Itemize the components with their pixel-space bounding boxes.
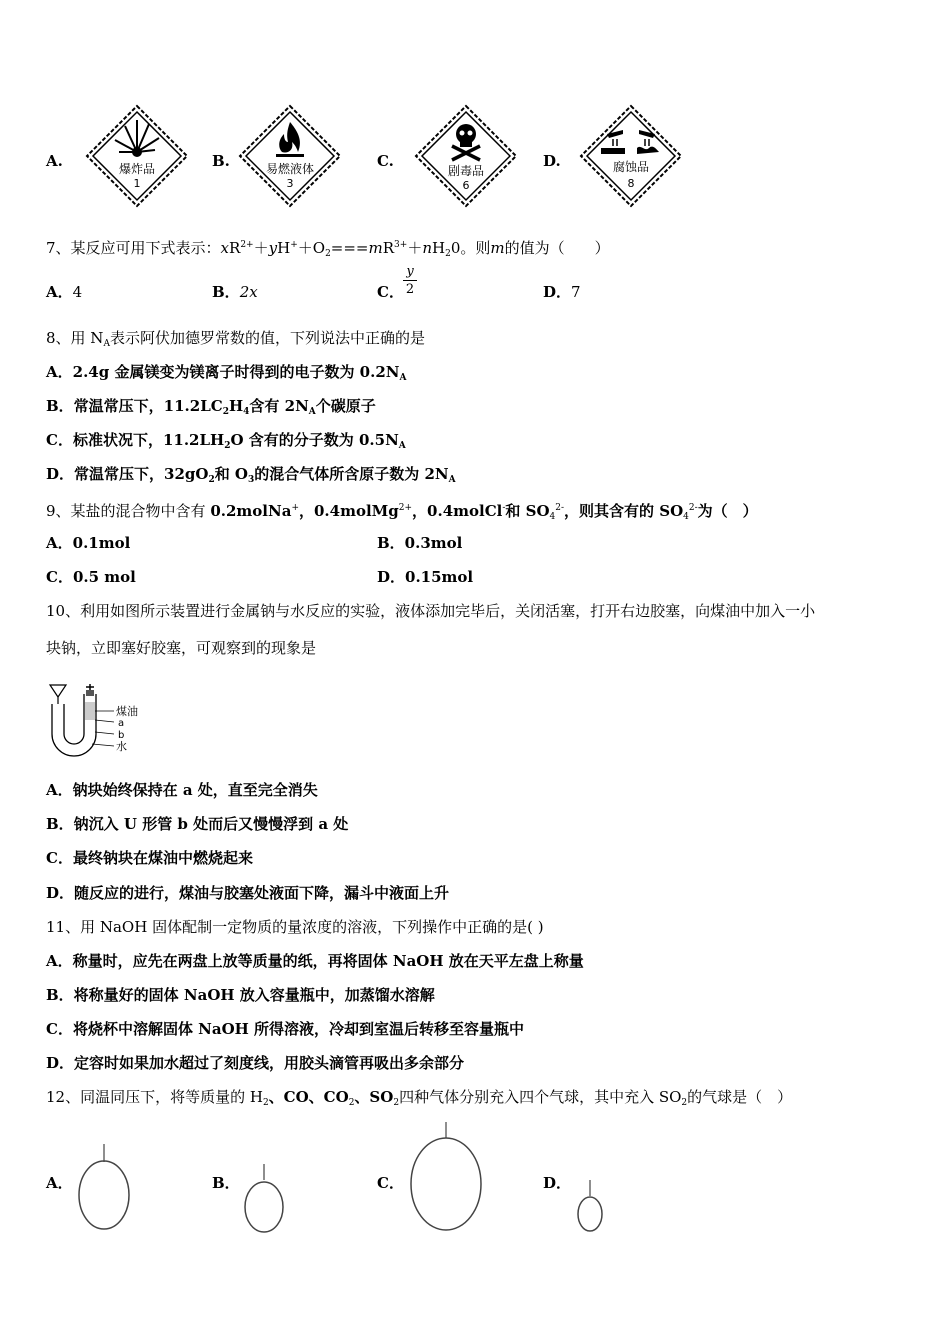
q9-option-a[interactable]: A．0.1mol (46, 534, 131, 552)
q9-t6: ，则其含有的 SO (564, 502, 684, 520)
q7-x: x (220, 239, 230, 257)
balloon-b-icon (240, 1164, 290, 1234)
q12-s2: 2 (348, 1098, 355, 1108)
q8-stem (46, 328, 425, 354)
q8-b-t3: 含有 2N (249, 397, 309, 415)
q9-c3: - (502, 503, 506, 513)
q7-opt-d-text: 7 (571, 283, 581, 301)
q8-stem-b: 表示阿伏加德罗常数的值，下列说法中正确的是 (109, 329, 425, 347)
q8-option-c[interactable] (46, 430, 406, 456)
option-b-label[interactable]: B. (212, 152, 230, 170)
q8-stem-sub: A (103, 339, 110, 349)
q12-stem (46, 1087, 792, 1113)
label-a: a (118, 718, 125, 729)
q11-option-a[interactable]: A．称量时，应先在两盘上放等质量的纸，再将固体 NaOH 放在天平左盘上称量 (46, 952, 584, 970)
q8-option-d[interactable] (46, 464, 456, 490)
q12-s3: 2 (393, 1098, 400, 1108)
q8-b-s1: 2 (222, 407, 229, 417)
q7-prefix: 7、某反应可用下式表示： (46, 239, 221, 257)
q8-c-s1: 2 (224, 441, 231, 451)
q8-d-s3: A (448, 475, 456, 485)
q7-stem (46, 235, 610, 264)
q12-t1: 12、同温同压下，将等质量的 H (46, 1088, 263, 1106)
q9-c5: 2- (688, 503, 698, 513)
q9-t5: 和 SO (505, 502, 550, 520)
q7-opt-c-letter: C． (377, 283, 404, 301)
q7-frac-bar (403, 280, 417, 281)
q12-option-b[interactable]: B． (212, 1174, 240, 1192)
q11-stem (46, 917, 544, 937)
q9-option-d[interactable]: D．0.15mol (377, 568, 474, 586)
q8-d-t2: 和 O (214, 465, 248, 483)
q10-option-b[interactable]: B．钠沉入 U 形管 b 处而后又慢慢浮到 a 处 (46, 815, 349, 833)
q7-r1: R (229, 239, 241, 257)
q10-stem-line2: 块钠，立即塞好胶塞，可观察到的现象是 (46, 639, 317, 657)
q7-o2: 0 (450, 239, 461, 257)
q8-option-b[interactable] (46, 396, 376, 422)
q7-frac-num: y (406, 264, 414, 279)
q7-r2: R (382, 239, 395, 257)
u-tube-apparatus-figure (46, 682, 156, 760)
q12-t2: 、CO、CO (268, 1088, 349, 1106)
q7-option-a[interactable] (46, 282, 82, 302)
q8-b-t2: H (228, 397, 244, 415)
q10-stem-line1: 10、利用如图所示装置进行金属钠与水反应的实验，液体添加完毕后，关闭活塞，打开右边胶塞，向煤油中加入一小 (46, 602, 816, 620)
flammable-liquid-icon (238, 104, 342, 208)
q9-t3: ，0.4molMg (298, 502, 399, 520)
q7-opt-d-letter: D． (543, 283, 572, 301)
q7-tail2: 的值为（ ） (504, 239, 610, 257)
explosive-hazard-icon (85, 104, 189, 208)
corrosive-hazard-icon (579, 104, 683, 208)
q9-option-b[interactable]: B．0.3mol (377, 534, 463, 552)
q7-y: y (268, 239, 278, 257)
q8-a-s1: A (399, 373, 407, 383)
q12-option-c[interactable]: C． (377, 1174, 404, 1192)
sign-c-name: 剧毒品 (447, 164, 485, 178)
balloon-d-icon (574, 1180, 608, 1234)
q9-s1: 4 (549, 512, 556, 522)
sign-a-num: 1 (133, 177, 141, 190)
q7-two1: 2 (325, 249, 331, 259)
q8-stem-a: 8、用 N (46, 329, 104, 347)
q9-t2: 0.2molNa (210, 502, 292, 520)
q7-option-c[interactable] (377, 282, 404, 302)
q7-option-b[interactable] (212, 282, 258, 302)
q12-option-d[interactable]: D． (543, 1174, 572, 1192)
q7-plus3: ＋ (407, 239, 423, 257)
q7-option-d[interactable] (543, 282, 581, 302)
q10-option-a[interactable]: A．钠块始终保持在 a 处，直至完全消失 (46, 781, 318, 799)
q8-c-s2: A (398, 441, 406, 451)
q9-c1: + (291, 503, 299, 513)
q9-stem (46, 498, 758, 527)
q12-option-a[interactable]: A． (46, 1174, 73, 1192)
sign-c-num: 6 (462, 179, 470, 192)
label-b: b (118, 730, 125, 741)
q8-d-t3: 的混合气体所含原子数为 2N (254, 465, 449, 483)
q11-stem-text: 11、用 NaOH 固体配制一定物质的量浓度的溶液，下列操作中正确的是( ) (46, 918, 544, 936)
q7-m2: m (490, 239, 505, 257)
label-water: 水 (116, 740, 127, 753)
q7-m: m (368, 239, 383, 257)
q11-option-c[interactable]: C．将烧杯中溶解固体 NaOH 所得溶液，冷却到室温后转移至容量瓶中 (46, 1020, 525, 1038)
q8-b-s2: 4 (243, 407, 250, 417)
q12-s4: 2 (681, 1098, 688, 1108)
q7-c3: 3+ (394, 240, 408, 250)
q12-t5: 的气球是（ ） (687, 1088, 793, 1106)
q7-c1: 2+ (240, 240, 254, 250)
q11-option-b[interactable]: B．将称量好的固体 NaOH 放入容量瓶中，加蒸馏水溶解 (46, 986, 435, 1004)
option-a-label[interactable]: A. (46, 152, 63, 170)
q7-plus1: ＋ (253, 239, 269, 257)
q9-t1: 9、某盐的混合物中含有 (46, 502, 211, 520)
q8-option-a[interactable] (46, 362, 406, 388)
q7-opt-b-letter: B． (212, 283, 240, 301)
q9-c4: 2- (555, 503, 565, 513)
q12-t3: 、SO (354, 1088, 394, 1106)
sign-b-num: 3 (286, 177, 294, 190)
balloon-a-icon (74, 1144, 134, 1234)
q9-option-c[interactable]: C．0.5 mol (46, 568, 136, 586)
toxic-skull-icon (414, 104, 518, 208)
q7-h2: H (432, 239, 446, 257)
q9-s2: 4 (683, 512, 689, 522)
balloon-c-icon (408, 1122, 488, 1234)
q7-h: H (277, 239, 291, 257)
q9-c2: 2+ (398, 503, 413, 513)
q8-c-t1: C．标准状况下，11.2LH (46, 431, 225, 449)
q8-c-t2: O 含有的分子数为 0.5N (230, 431, 399, 449)
sign-d-name: 腐蚀品 (612, 160, 650, 174)
q7-eq: === (330, 239, 369, 257)
q7-frac-den: 2 (405, 282, 415, 297)
sign-d-num: 8 (627, 177, 635, 190)
q7-tail: 。则 (460, 239, 491, 257)
q8-d-s1: 2 (208, 475, 215, 485)
q12-t4: 四种气体分别充入四个气球，其中充入 SO (399, 1088, 682, 1106)
q7-c2: + (290, 240, 298, 250)
q8-a-t1: A．2.4g 金属镁变为镁离子时得到的电子数为 0.2N (46, 363, 400, 381)
q11-option-d[interactable]: D．定容时如果加水超过了刻度线，用胶头滴管再吸出多余部分 (46, 1054, 465, 1072)
q8-d-t1: D．常温常压下，32gO (46, 465, 209, 483)
q7-opt-b-text: 2x (239, 283, 258, 301)
q10-option-c[interactable]: C．最终钠块在煤油中燃烧起来 (46, 849, 253, 867)
q10-option-d[interactable]: D．随反应的进行，煤油与胶塞处液面下降，漏斗中液面上升 (46, 884, 450, 902)
q8-b-t4: 个碳原子 (315, 397, 376, 415)
q7-opt-a-text: 4 (72, 283, 83, 301)
q7-o: O (312, 239, 326, 257)
sign-a-name: 爆炸品 (118, 162, 156, 176)
q7-plus2: ＋ (297, 239, 313, 257)
q9-t4: ，0.4molCl (412, 502, 503, 520)
option-d-label[interactable]: D. (543, 152, 561, 170)
q7-opt-a-letter: A． (46, 283, 73, 301)
q8-b-t1: B．常温常压下，11.2LC (46, 397, 223, 415)
q9-t7: 为（ ） (697, 502, 758, 520)
option-c-label[interactable]: C. (377, 152, 394, 170)
q7-two2: 2 (445, 249, 451, 259)
q7-fraction (403, 264, 417, 297)
q8-b-s3: A (308, 407, 316, 417)
q12-s1: 2 (262, 1098, 269, 1108)
q8-d-s2: 3 (248, 475, 255, 485)
q7-n: n (422, 239, 433, 257)
sign-b-name: 易燃液体 (265, 162, 315, 176)
label-kerosene: 煤油 (116, 705, 138, 718)
